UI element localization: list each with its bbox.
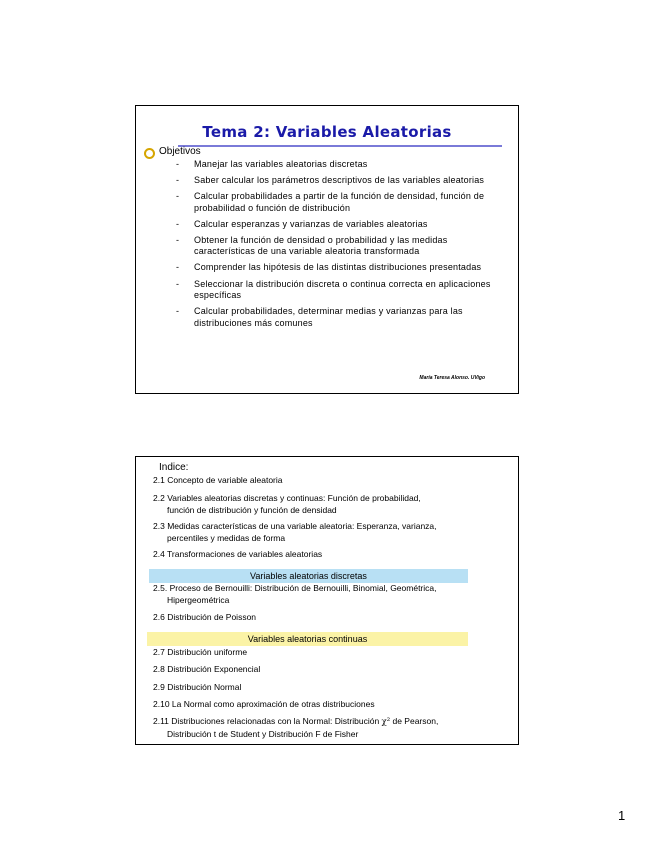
item-continuation: función de distribución y función de densidad [167,505,337,515]
index-item [153,582,498,606]
title-underline [178,145,502,147]
circle-bullet-icon [144,148,155,159]
list-item: - Calcular esperanzas y varianzas de variables aleatorias [176,219,491,231]
item-number: 2.3 [153,521,165,531]
author-credit: María Teresa Alonso. UVigo [419,375,485,381]
item-text: Distribución Exponencial [167,664,261,674]
slide-title: Tema 2: Variables Aleatorias [202,123,452,141]
item-text: Distribuciones relacionadas con la Normal: Distribución [171,716,380,726]
chi-square-symbol: χ² [381,717,391,727]
item-number: 2.7 [153,647,165,657]
index-item [153,492,498,516]
item-text: Transformaciones de variables aleatorias [167,549,323,559]
item-number: 2.9 [153,682,165,692]
objectives-heading: Objetivos [159,146,201,157]
list-item: - Obtener la función de densidad o probabilidad y las medidas características de una variable aleatoria transformada [176,235,491,258]
item-text: Distribución uniforme [167,647,248,657]
index-item [153,611,498,623]
item-text: Proceso de Bernouilli: Distribución de Bernouilli, Binomial, Geométrica, [169,583,437,593]
index-item [153,474,498,486]
index-item [153,698,498,710]
objectives-list [176,159,491,334]
list-item: - Seleccionar la distribución discreta o continua correcta en aplicaciones específicas [176,279,491,302]
index-item [153,715,498,740]
item-number: 2.1 [153,475,165,485]
item-continuation: percentiles y medidas de forma [167,533,286,543]
index-item [153,663,498,675]
item-number: 2.8 [153,664,165,674]
index-item [153,520,498,544]
item-text: Distribución de Poisson [167,612,257,622]
item-number: 2.11 [153,716,169,726]
section-band-continuous: Variables aleatorias continuas [147,632,468,646]
list-item: - Comprender las hipótesis de las distintas distribuciones presentadas [176,262,491,274]
index-heading: Indice: [159,462,189,473]
slide-index [135,456,519,745]
list-item: - Saber calcular los parámetros descriptivos de las variables aleatorias [176,175,491,187]
item-number: 2.2 [153,493,165,503]
item-text: La Normal como aproximación de otras distribuciones [171,699,375,709]
item-continuation: Distribución t de Student y Distribución F de Fisher [167,729,359,739]
item-text: Medidas características de una variable aleatoria: Esperanza, varianza, [167,521,437,531]
slide-objectives [135,105,519,394]
item-number: 2.4 [153,549,165,559]
index-item [153,548,498,560]
list-item: - Calcular probabilidades, determinar medias y varianzas para las distribuciones más comunes [176,306,491,329]
item-number: 2.6 [153,612,165,622]
index-item [153,681,498,693]
item-text: de Pearson, [392,716,439,726]
item-continuation: Hipergeométrica [167,595,230,605]
item-text: Distribución Normal [167,682,242,692]
item-text: Variables aleatorias discretas y continuas: Función de probabilidad, [167,493,421,503]
list-item: - Manejar las variables aleatorias discretas [176,159,491,171]
item-number: 2.5. [153,583,168,593]
list-item: - Calcular probabilidades a partir de la función de densidad, función de probabilidad o función de distribución [176,191,491,214]
item-number: 2.10 [153,699,170,709]
index-item [153,646,498,658]
item-text: Concepto de variable aleatoria [167,475,283,485]
section-band-discrete: Variables aleatorias discretas [149,569,468,583]
page-number: 1 [618,808,626,823]
